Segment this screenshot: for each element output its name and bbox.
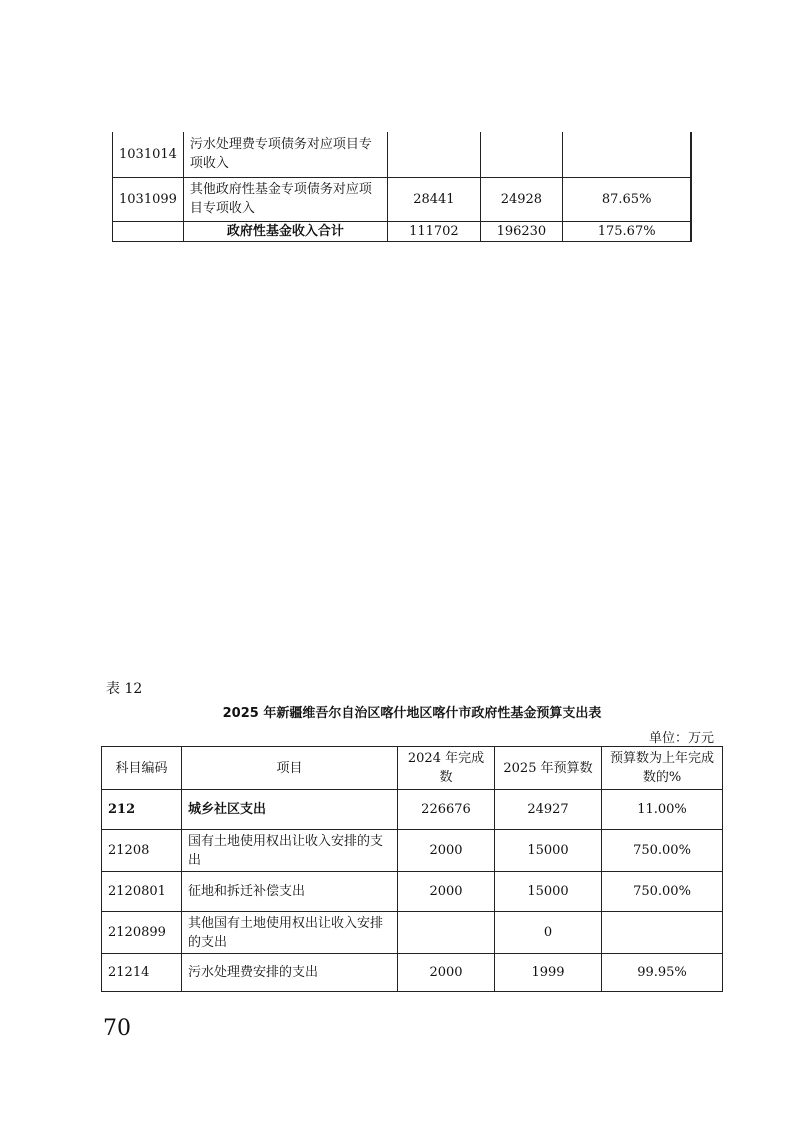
unit-label: 单位：万元 [648,731,714,746]
total-label-cell: 政府性基金收入合计 [183,221,387,241]
item-cell: 城乡社区支出 [182,790,398,830]
header-2025: 2025 年预算数 [495,747,602,790]
pct-cell [602,912,723,954]
expenditure-table [101,746,723,992]
table-row-total [113,221,692,241]
table-row [102,954,723,992]
pct-cell [562,132,691,177]
code-cell: 21208 [102,830,182,872]
item-cell: 其他国有土地使用权出让收入安排的支出 [182,912,398,954]
header-2024: 2024 年完成数 [398,747,495,790]
code-cell: 212 [102,790,182,830]
v2025-cell: 15000 [495,830,602,872]
table-row [102,830,723,872]
v2024-cell [387,132,480,177]
v2024-cell: 2000 [398,872,495,912]
table-row [102,912,723,954]
pct-cell: 750.00% [602,830,723,872]
table-row [113,177,692,221]
v2025-cell: 24927 [495,790,602,830]
revenue-table-continuation [112,132,692,242]
v2024-cell: 28441 [387,177,480,221]
pct-cell: 87.65% [562,177,691,221]
header-code: 科目编码 [102,747,182,790]
v2025-cell: 1999 [495,954,602,992]
code-cell: 1031014 [113,132,184,177]
v2025-cell: 15000 [495,872,602,912]
v2024-cell: 226676 [398,790,495,830]
code-cell [113,221,184,241]
page-number: 70 [103,1016,131,1041]
table-row [102,872,723,912]
v2024-cell [398,912,495,954]
v2025-cell [480,132,562,177]
pct-cell: 99.95% [602,954,723,992]
pct-cell: 175.67% [562,221,691,241]
item-cell: 污水处理费安排的支出 [182,954,398,992]
item-cell: 国有土地使用权出让收入安排的支出 [182,830,398,872]
pct-cell: 750.00% [602,872,723,912]
item-cell: 污水处理费专项债务对应项目专项收入 [183,132,387,177]
item-cell: 其他政府性基金专项债务对应项目专项收入 [183,177,387,221]
v2025-cell: 0 [495,912,602,954]
table-label: 表 12 [106,681,143,697]
table-title: 2025 年新疆维吾尔自治区喀什地区喀什市政府性基金预算支出表 [222,706,602,721]
v2024-cell: 2000 [398,830,495,872]
header-row [102,747,723,790]
header-item: 项目 [182,747,398,790]
pct-cell: 11.00% [602,790,723,830]
table-row [102,790,723,830]
v2025-cell: 196230 [480,221,562,241]
code-cell: 2120801 [102,872,182,912]
table-row [113,132,692,177]
code-cell: 21214 [102,954,182,992]
header-pct: 预算数为上年完成数的% [602,747,723,790]
v2025-cell: 24928 [480,177,562,221]
item-cell: 征地和拆迁补偿支出 [182,872,398,912]
code-cell: 2120899 [102,912,182,954]
code-cell: 1031099 [113,177,184,221]
v2024-cell: 111702 [387,221,480,241]
v2024-cell: 2000 [398,954,495,992]
